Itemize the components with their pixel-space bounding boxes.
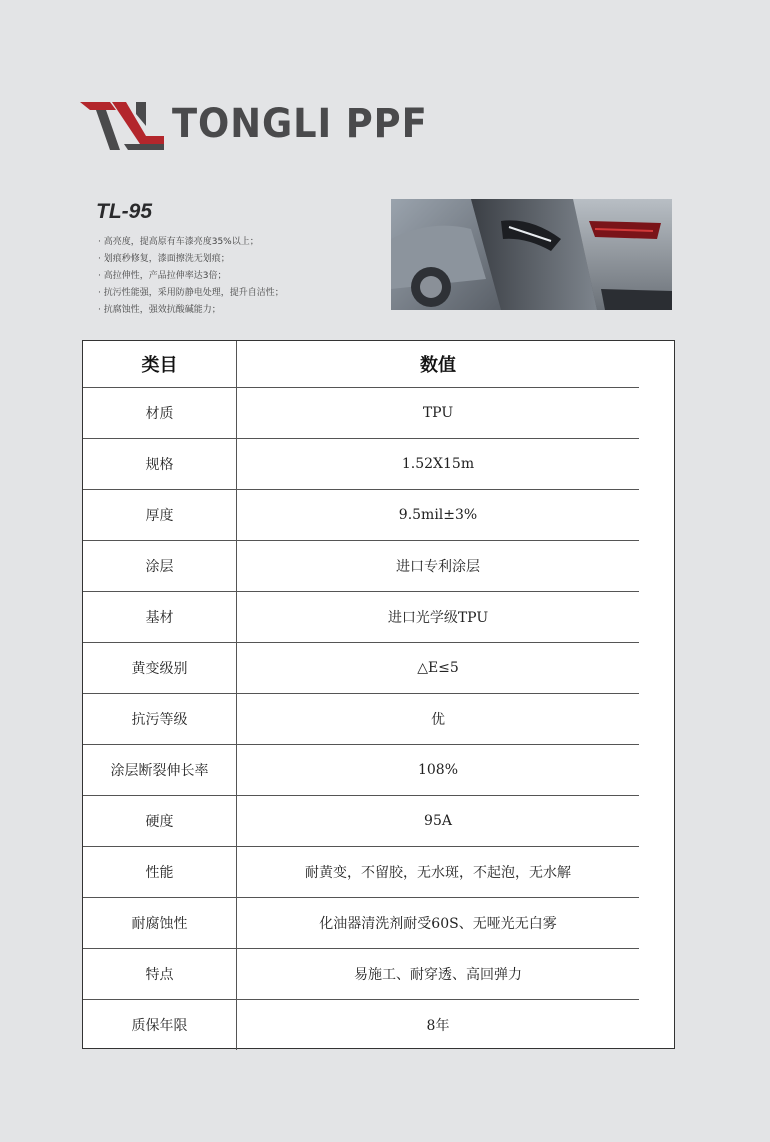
- table-row: [83, 439, 639, 490]
- product-model: TL-95: [96, 200, 153, 223]
- row-label: 特点: [83, 949, 237, 1000]
- row-value: 9.5mil±3%: [237, 490, 640, 541]
- row-label: 质保年限: [83, 1000, 237, 1051]
- table-row: [83, 745, 639, 796]
- table-header-row: [83, 341, 639, 388]
- row-value: 化油器清洗剂耐受60S、无哑光无白雾: [237, 898, 640, 949]
- table-row: [83, 796, 639, 847]
- row-label: 黄变级别: [83, 643, 237, 694]
- row-value: 易施工、耐穿透、高回弹力: [237, 949, 640, 1000]
- table-row: [83, 643, 639, 694]
- row-value: 95A: [237, 796, 640, 847]
- car-collage-image: [391, 199, 672, 310]
- row-value: TPU: [237, 388, 640, 439]
- table-row: [83, 388, 639, 439]
- row-value: 耐黄变，不留胶，无水斑，不起泡，无水解: [237, 847, 640, 898]
- table-row: [83, 847, 639, 898]
- row-value: 进口专利涂层: [237, 541, 640, 592]
- row-value: 108%: [237, 745, 640, 796]
- row-value: 进口光学级TPU: [237, 592, 640, 643]
- row-label: 材质: [83, 388, 237, 439]
- row-label: 涂层: [83, 541, 237, 592]
- row-label: 硬度: [83, 796, 237, 847]
- table-row: [83, 898, 639, 949]
- table-row: [83, 490, 639, 541]
- column-header-category: 类目: [83, 341, 237, 388]
- feature-item: · 高拉伸性，产品拉伸率达3倍；: [98, 271, 227, 281]
- row-value: △E≤5: [237, 643, 640, 694]
- row-value: 8年: [426, 1018, 450, 1034]
- feature-item: · 抗腐蚀性，强效抗酸碱能力；: [98, 305, 221, 315]
- row-label: 涂层断裂伸长率: [83, 745, 237, 796]
- feature-item: · 划痕秒修复，漆面擦洗无划痕；: [98, 254, 230, 264]
- row-label: 抗污等级: [83, 694, 237, 745]
- table-row: [83, 541, 639, 592]
- table-row: [83, 694, 639, 745]
- table-row: [83, 1000, 639, 1051]
- brand-logo: [80, 96, 428, 152]
- row-value: 1.52X15m: [237, 439, 640, 490]
- row-value: 优: [237, 694, 640, 745]
- feature-item: · 抗污性能强，采用防静电处理，提升自洁性；: [98, 288, 284, 298]
- row-label: 基材: [83, 592, 237, 643]
- feature-item: · 高亮度，提高原有车漆亮度35%以上；: [98, 237, 259, 247]
- row-label: 厚度: [83, 490, 237, 541]
- table-row: [83, 949, 639, 1000]
- brand-name: TONGLI PPF: [172, 101, 428, 147]
- row-label: 规格: [83, 439, 237, 490]
- tongli-logo-mark-icon: [80, 96, 164, 150]
- feature-list: [98, 234, 284, 319]
- row-label: 性能: [83, 847, 237, 898]
- car-photo-collage: [391, 199, 672, 310]
- row-label: 耐腐蚀性: [83, 898, 237, 949]
- column-header-value: 数值: [237, 341, 640, 388]
- spec-table: [82, 340, 675, 1049]
- table-row: [83, 592, 639, 643]
